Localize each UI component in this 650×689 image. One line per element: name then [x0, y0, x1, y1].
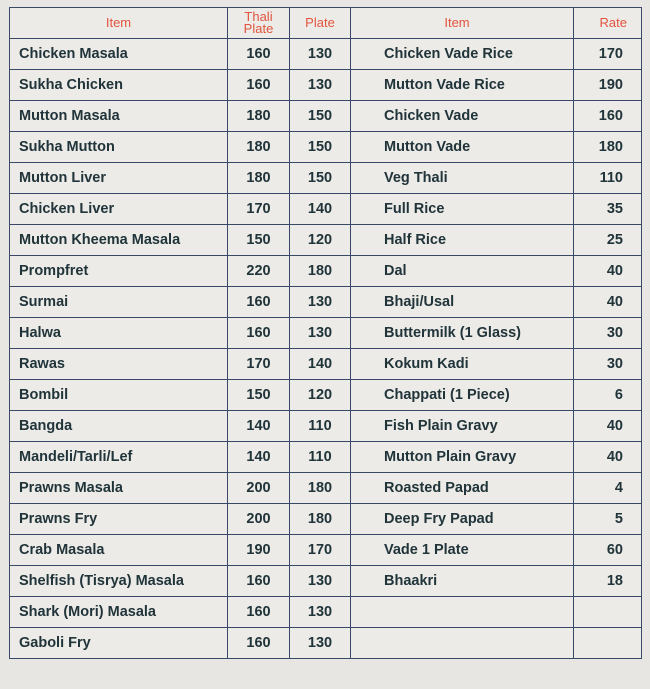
plate-price: 120 [290, 380, 351, 411]
rate-price: 40 [574, 256, 642, 287]
right-item-name: Mutton Plain Gravy [351, 442, 574, 473]
left-item-name: Mutton Kheema Masala [10, 225, 228, 256]
left-item-name: Shelfish (Tisrya) Masala [10, 566, 228, 597]
right-item-name: Vade 1 Plate [351, 535, 574, 566]
rate-price: 40 [574, 287, 642, 318]
rate-price: 160 [574, 101, 642, 132]
table-row [10, 597, 642, 628]
thali-price: 220 [228, 256, 290, 287]
right-item-name: Full Rice [351, 194, 574, 225]
header-row [10, 8, 642, 39]
table-row [10, 256, 642, 287]
table-row [10, 349, 642, 380]
plate-price: 130 [290, 39, 351, 70]
right-item-name: Bhaakri [351, 566, 574, 597]
thali-price: 180 [228, 132, 290, 163]
right-item-name: Mutton Vade [351, 132, 574, 163]
rate-price: 18 [574, 566, 642, 597]
left-item-name: Shark (Mori) Masala [10, 597, 228, 628]
left-item-name: Mutton Masala [10, 101, 228, 132]
right-item-name: Dal [351, 256, 574, 287]
plate-price: 110 [290, 442, 351, 473]
rate-price: 180 [574, 132, 642, 163]
right-item-name: Chappati (1 Piece) [351, 380, 574, 411]
left-item-name: Halwa [10, 318, 228, 349]
left-item-name: Prawns Masala [10, 473, 228, 504]
left-item-name: Mandeli/Tarli/Lef [10, 442, 228, 473]
table-row [10, 132, 642, 163]
left-item-name: Prawns Fry [10, 504, 228, 535]
rate-price: 190 [574, 70, 642, 101]
right-item-name: Deep Fry Papad [351, 504, 574, 535]
thali-price: 180 [228, 163, 290, 194]
rate-price: 5 [574, 504, 642, 535]
right-item-name: Chicken Vade Rice [351, 39, 574, 70]
table-row [10, 628, 642, 659]
table-row [10, 194, 642, 225]
plate-price: 130 [290, 597, 351, 628]
thali-price: 160 [228, 39, 290, 70]
table-row [10, 318, 642, 349]
left-item-name: Rawas [10, 349, 228, 380]
right-item-name: Mutton Vade Rice [351, 70, 574, 101]
plate-price: 150 [290, 101, 351, 132]
right-item-name: Fish Plain Gravy [351, 411, 574, 442]
left-item-name: Bangda [10, 411, 228, 442]
right-item-name: Roasted Papad [351, 473, 574, 504]
rate-price: 40 [574, 442, 642, 473]
plate-price: 180 [290, 504, 351, 535]
plate-price: 140 [290, 194, 351, 225]
thali-price: 170 [228, 194, 290, 225]
thali-price: 160 [228, 287, 290, 318]
rate-price: 35 [574, 194, 642, 225]
thali-price: 200 [228, 473, 290, 504]
plate-price: 140 [290, 349, 351, 380]
table-row [10, 287, 642, 318]
rate-price: 30 [574, 318, 642, 349]
header-item-right: Item [351, 8, 574, 39]
right-item-name: Chicken Vade [351, 101, 574, 132]
table-row [10, 473, 642, 504]
rate-price [574, 597, 642, 628]
table-row [10, 163, 642, 194]
plate-price: 110 [290, 411, 351, 442]
rate-price: 170 [574, 39, 642, 70]
plate-price: 130 [290, 318, 351, 349]
left-item-name: Sukha Mutton [10, 132, 228, 163]
left-item-name: Crab Masala [10, 535, 228, 566]
table-row [10, 504, 642, 535]
table-row [10, 380, 642, 411]
left-item-name: Chicken Liver [10, 194, 228, 225]
rate-price: 6 [574, 380, 642, 411]
plate-price: 170 [290, 535, 351, 566]
right-item-name: Bhaji/Usal [351, 287, 574, 318]
plate-price: 150 [290, 163, 351, 194]
thali-price: 150 [228, 380, 290, 411]
thali-price: 150 [228, 225, 290, 256]
table-row [10, 225, 642, 256]
table-row [10, 442, 642, 473]
plate-price: 180 [290, 256, 351, 287]
header-item: Item [10, 8, 228, 39]
header-rate: Rate [574, 8, 642, 39]
thali-price: 180 [228, 101, 290, 132]
right-item-name: Veg Thali [351, 163, 574, 194]
menu-table [9, 7, 642, 659]
left-item-name: Surmai [10, 287, 228, 318]
table-row [10, 535, 642, 566]
left-item-name: Bombil [10, 380, 228, 411]
rate-price: 25 [574, 225, 642, 256]
menu-body [10, 39, 642, 659]
table-row [10, 566, 642, 597]
plate-price: 130 [290, 628, 351, 659]
right-item-name: Buttermilk (1 Glass) [351, 318, 574, 349]
table-row [10, 39, 642, 70]
rate-price: 4 [574, 473, 642, 504]
plate-price: 130 [290, 287, 351, 318]
thali-price: 160 [228, 70, 290, 101]
plate-price: 130 [290, 566, 351, 597]
header-plate: Plate [290, 8, 351, 39]
left-item-name: Gaboli Fry [10, 628, 228, 659]
right-item-name [351, 597, 574, 628]
left-item-name: Prompfret [10, 256, 228, 287]
thali-price: 160 [228, 628, 290, 659]
rate-price: 40 [574, 411, 642, 442]
plate-price: 130 [290, 70, 351, 101]
right-item-name [351, 628, 574, 659]
thali-price: 160 [228, 566, 290, 597]
table-row [10, 411, 642, 442]
thali-price: 140 [228, 411, 290, 442]
header-thali-plate: Thali Plate [228, 8, 290, 39]
left-item-name: Mutton Liver [10, 163, 228, 194]
plate-price: 120 [290, 225, 351, 256]
left-item-name: Chicken Masala [10, 39, 228, 70]
plate-price: 180 [290, 473, 351, 504]
table-row [10, 70, 642, 101]
rate-price: 60 [574, 535, 642, 566]
thali-price: 160 [228, 597, 290, 628]
thali-price: 170 [228, 349, 290, 380]
thali-price: 200 [228, 504, 290, 535]
left-item-name: Sukha Chicken [10, 70, 228, 101]
table-row [10, 101, 642, 132]
plate-price: 150 [290, 132, 351, 163]
rate-price: 110 [574, 163, 642, 194]
right-item-name: Half Rice [351, 225, 574, 256]
thali-price: 160 [228, 318, 290, 349]
rate-price [574, 628, 642, 659]
rate-price: 30 [574, 349, 642, 380]
thali-price: 190 [228, 535, 290, 566]
thali-price: 140 [228, 442, 290, 473]
right-item-name: Kokum Kadi [351, 349, 574, 380]
